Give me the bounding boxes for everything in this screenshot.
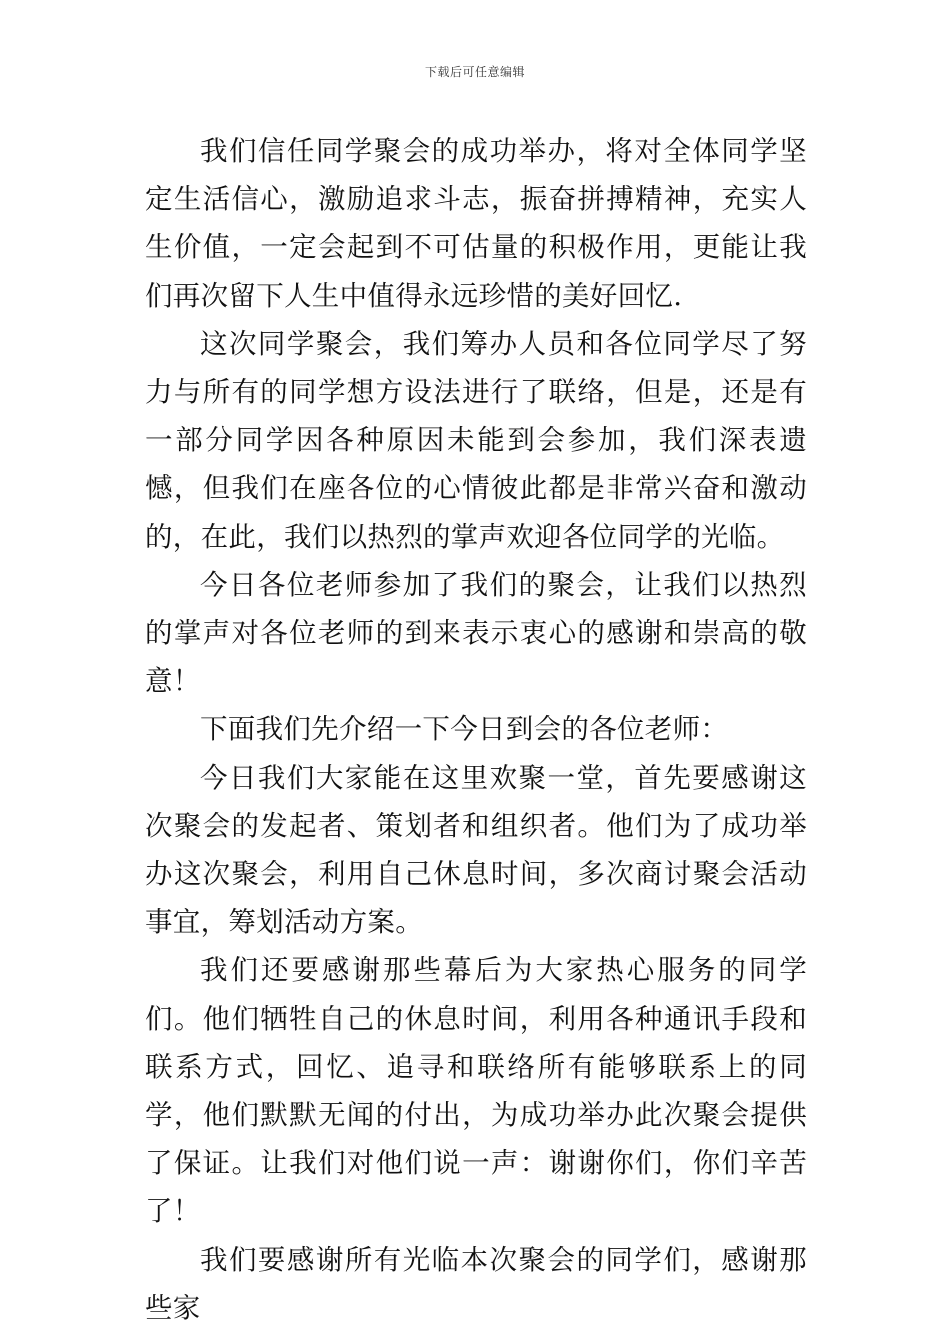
paragraph-4: 下面我们先介绍一下今日到会的各位老师： [200,713,729,746]
page-header: 下载后可任意编辑 [424,65,525,79]
document-body [145,127,807,1332]
paragraph-6: 我们还要感谢那些幕后为大家热心服务的同学们。他们牺牲自己的休息时间，利用各种通讯手段和联系方式，回忆、追寻和联络所有能够联系上的同学，他们默默无闻的付出，为成功举办此次聚会提供了保证。让我们对他们说一声：谢谢你们，你们辛苦了！ [145,954,807,1228]
paragraph-5: 今日我们大家能在这里欢聚一堂，首先要感谢这次聚会的发起者、策划者和组织者。他们为了成功举办这次聚会，利用自己休息时间，多次商讨聚会活动事宜，筹划活动方案。 [145,761,807,939]
paragraph-7: 我们要感谢所有光临本次聚会的同学们，感谢那些家 [145,1243,807,1324]
paragraph-1: 我们信任同学聚会的成功举办，将对全体同学坚定生活信心，激励追求斗志，振奋拼搏精神，充实人生价值，一定会起到不可估量的积极作用，更能让我们再次留下人生中值得永远珍惜的美好回忆. [145,135,807,312]
paragraph-3: 今日各位老师参加了我们的聚会，让我们以热烈的掌声对各位老师的到来表示衷心的感谢和崇高的敬意！ [145,568,807,698]
paragraph-2: 这次同学聚会，我们筹办人员和各位同学尽了努力与所有的同学想方设法进行了联络，但是，还是有一部分同学因各种原因未能到会参加，我们深表遗憾，但我们在座各位的心情彼此都是非常兴奋和激动的，在此，我们以热烈的掌声欢迎各位同学的光临。 [145,327,807,553]
